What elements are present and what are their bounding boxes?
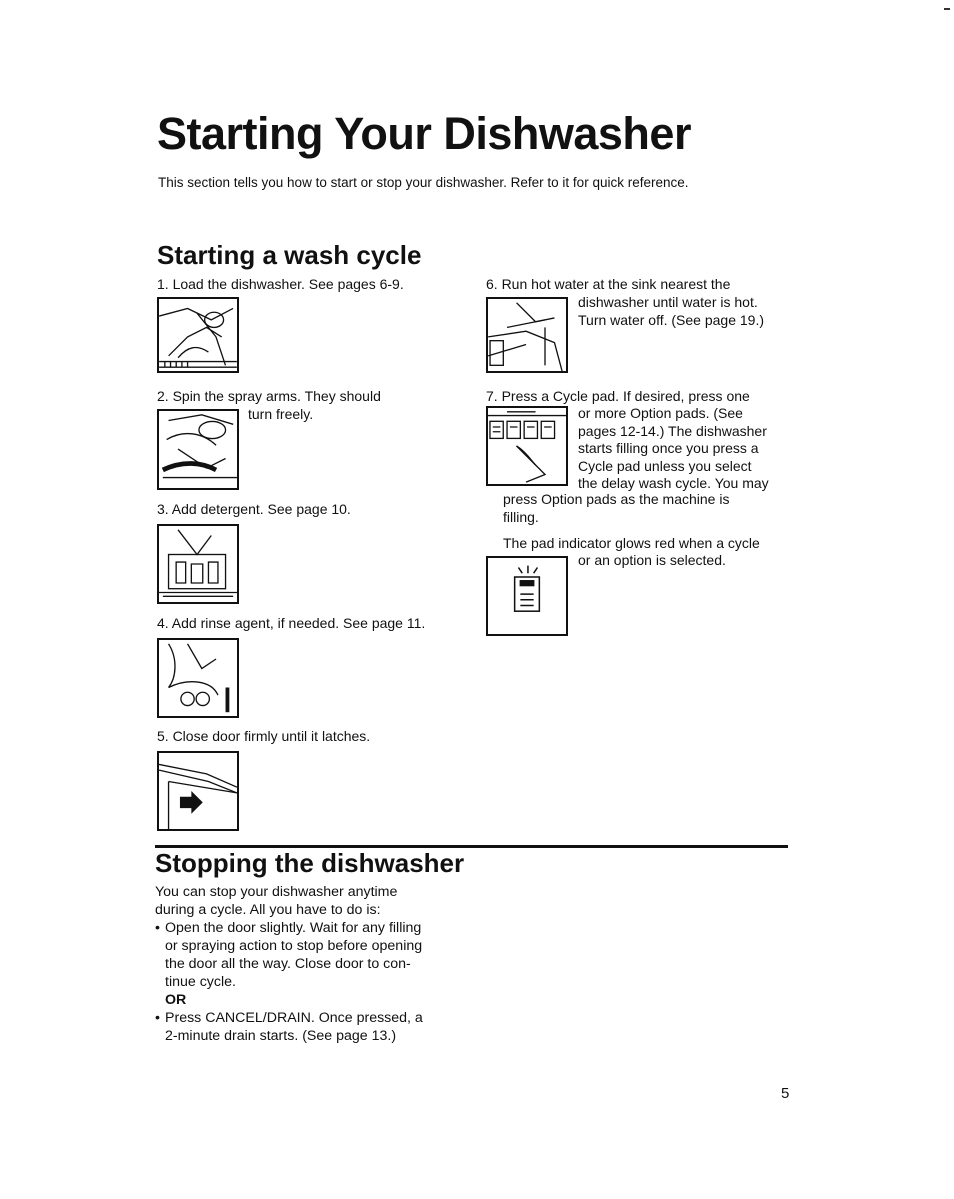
step-6-line-2: Turn water off. (See page 19.) xyxy=(578,311,764,328)
step-2-text: 2. Spin the spray arms. They should xyxy=(157,388,381,404)
bullet-icon: • xyxy=(155,920,160,936)
indicator-note: The pad indicator glows red when a cycle xyxy=(503,535,760,551)
step-3-text: 3. Add detergent. See page 10. xyxy=(157,501,351,517)
close-door-illustration xyxy=(157,751,239,831)
bullet-1-line-4: tinue cycle. xyxy=(165,974,236,990)
detergent-illustration xyxy=(157,524,239,604)
stopping-text xyxy=(155,883,475,1045)
step-6-text: 6. Run hot water at the sink nearest the xyxy=(486,276,731,292)
step-7-end-line-1: press Option pads as the machine is xyxy=(503,491,730,507)
bullet-1-line-2: or spraying action to stop before opening xyxy=(165,938,423,954)
bullet-2-line-2: 2-minute drain starts. (See page 13.) xyxy=(165,1028,397,1044)
step-6-continued xyxy=(578,294,764,329)
corner-mark xyxy=(944,8,950,10)
cycle-pad-illustration xyxy=(486,406,568,486)
step-7-end xyxy=(503,491,729,526)
bullet-open-door xyxy=(155,919,475,1009)
page-number: 5 xyxy=(781,1085,790,1102)
indicator-note-continued: or an option is selected. xyxy=(578,552,726,568)
spray-arm-illustration xyxy=(157,409,239,490)
step-7-line-5: the delay wash cycle. You may xyxy=(578,475,769,491)
rinse-agent-illustration xyxy=(157,638,239,718)
bullet-2-line-1: Press CANCEL/DRAIN. Once pressed, a xyxy=(165,1010,423,1026)
step-7-continued xyxy=(578,405,769,493)
step-1-text: 1. Load the dishwasher. See pages 6-9. xyxy=(157,276,404,292)
step-7-line-1: or more Option pads. (See xyxy=(578,405,743,421)
section-heading-stopping: Stopping the dishwasher xyxy=(155,848,465,878)
step-7-line-3: starts filling once you press a xyxy=(578,440,759,456)
bullet-cancel-drain xyxy=(155,1009,475,1045)
step-2-continued: turn freely. xyxy=(248,406,314,422)
bullet-1-line-3: the door all the way. Close door to con- xyxy=(165,956,411,972)
stopping-intro-line-1: You can stop your dishwasher anytime xyxy=(155,884,398,900)
or-label: OR xyxy=(165,992,187,1008)
stopping-intro-line-2: during a cycle. All you have to do is: xyxy=(155,902,381,918)
load-dishwasher-illustration xyxy=(157,297,239,373)
step-7-line-2: pages 12-14.) The dishwasher xyxy=(578,422,767,439)
bullet-icon: • xyxy=(155,1010,160,1026)
step-7-text: 7. Press a Cycle pad. If desired, press one xyxy=(486,388,750,404)
bullet-1-line-1: Open the door slightly. Wait for any filling xyxy=(165,920,422,936)
step-5-text: 5. Close door firmly until it latches. xyxy=(157,728,371,744)
page-title: Starting Your Dishwasher xyxy=(157,108,691,159)
step-7-line-4: Cycle pad unless you select xyxy=(578,457,752,474)
step-6-line-1: dishwasher until water is hot. xyxy=(578,294,758,310)
step-7-end-line-2: filling. xyxy=(503,508,539,525)
hot-water-illustration xyxy=(486,297,568,373)
intro-text: This section tells you how to start or stop your dishwasher. Refer to it for quick reference. xyxy=(158,175,689,190)
pad-indicator-illustration xyxy=(486,556,568,636)
section-heading-starting: Starting a wash cycle xyxy=(157,240,422,270)
step-4-text: 4. Add rinse agent, if needed. See page 11. xyxy=(157,615,426,631)
